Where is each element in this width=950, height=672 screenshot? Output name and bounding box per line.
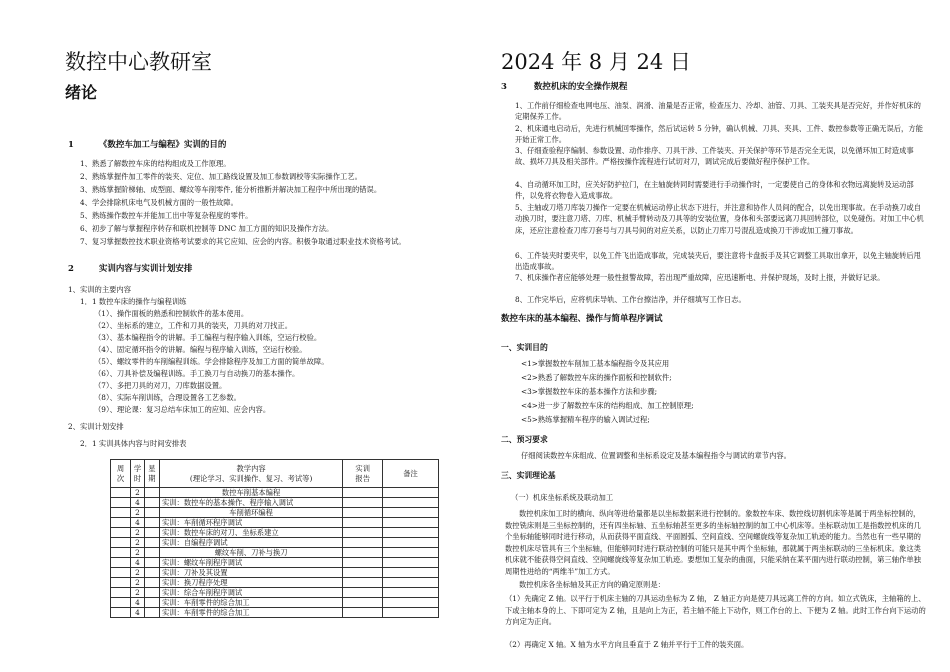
schedule-table [110,459,439,618]
cell-report [343,508,383,518]
safety-rule: 8、工作完毕后，应将机床导轨、工作台擦洁净，并仔细填写工作日志。 [515,295,746,304]
content-item: （7）、多把刀具的对刀，刀库数据设置。 [94,381,227,390]
cell-content: 实训：数控车的基本操作、程序输入调试 [159,498,342,508]
cell-report [343,588,383,598]
cell-note [383,488,439,498]
content-item: （2）、坐标系的建立，工件和刀具的装夹，刀具的对刀找正。 [94,321,293,330]
table-row [111,528,439,538]
purpose-item: 7、复习掌握数控技术职业资格考试要求的其它应知、应会的内容。积极争取通过职业技术资格考试。 [80,237,406,246]
cell-content: 实训：车削零件的综合加工 [159,608,342,618]
content-item: 2、实训计划安排 [68,422,124,431]
table-row [111,558,439,568]
cell-note [383,588,439,598]
content-item: （9）、理论课：复习总结车床加工的应知、应会内容。 [94,405,271,414]
cell-weekday [144,538,159,548]
cell-week [111,488,131,498]
cell-hours: 2 [130,538,144,548]
cell-note [383,518,439,528]
purpose-item: 6、初步了解与掌握程序转存和联机控制等 DNC 加工方面的知识及操作方法。 [80,224,334,233]
cell-report [343,548,383,558]
cell-weekday [144,528,159,538]
cell-content: 实训：自编程序调试 [159,538,342,548]
cell-hours: 4 [130,498,144,508]
table-row [111,508,439,518]
content-item: （4）、固定循环指令的讲解。编程与程序输入训练，空运行校验。 [94,345,307,354]
cell-content: 实训：数控车床的对刀、坐标系建立 [159,528,342,538]
objective-item: <4>进一步了解数控车床的结构组成、加工控制原理; [521,401,694,410]
cell-hours: 2 [130,568,144,578]
cell-week [111,568,131,578]
cell-content: 螺纹车削、刀补与换刀 [159,548,342,558]
cell-weekday [144,488,159,498]
preview-heading: 二、预习要求 [501,435,548,444]
theory-paragraph: 数控机床各坐标轴及其正方向的确定原则是： [519,580,665,589]
header-weekday: 星 期 [144,460,159,488]
content-item: （8）、实际车削训练，合理设置各工艺参数。 [94,393,241,402]
section-1-title: 《数控车加工与编程》实训的目的 [98,140,227,150]
header-report: 实训 报告 [343,460,383,488]
safety-rule: 7、机床操作者应能够处理一般性报警故障，若出现严重故障，应迅速断电、并保护现场，及时上报，并做好记录。 [515,273,885,282]
purpose-item: 2、熟练掌握件加工零件的装夹、定位、加工路线设置及加工参数调校等实际操作工艺。 [80,172,362,181]
cell-report [343,598,383,608]
table-row [111,578,439,588]
table-row [111,568,439,578]
cell-week [111,588,131,598]
cell-hours: 2 [130,488,144,498]
section-3-title: 数控机床的安全操作规程 [533,82,628,92]
header-note: 备注 [383,460,439,488]
safety-rule: 5、主轴或刀塔刀库装刀操作一定要在机械运动停止状态下进行，并注意和协作人员间的配合，以免出现事故。在手动换刀或自动换刀时，要注意刀塔、刀库、机械手臂转动及刀具等的安装位置，身体和头部要远离刀具回转部位，以免碰伤。对加工中心机床，还应注意检查刀库刀套号与刀具号间的对应关系，以防止刀库刀号混乱造成换刀干涉或加工撞刀事故。 [515,203,924,235]
cell-hours: 4 [130,608,144,618]
header-week: 周 次 [111,460,131,488]
purpose-item: 4、学会排除机床电气及机械方面的一般性故障。 [80,198,238,207]
objective-item: <5>熟练掌握精车程序的输入调试过程; [521,415,650,424]
header-hours: 学 时 [130,460,144,488]
cell-content: 实训：综合车削程序调试 [159,588,342,598]
cell-note [383,548,439,558]
table-row [111,588,439,598]
section-2-number: 2 [68,264,74,274]
cell-note [383,508,439,518]
cell-week [111,498,131,508]
cell-week [111,558,131,568]
safety-rule: 2、机床通电启动后，先进行机械回零操作，然后试运转 5 分钟，确认机械、刀具、夹具、工件、数控参数等正确无误后，方能开始正常工作。 [515,124,923,145]
cell-hours: 2 [130,578,144,588]
objective-item: <1>掌握数控车削加工基本编程指令及其应用 [521,359,670,368]
cell-weekday [144,508,159,518]
cell-hours: 2 [130,508,144,518]
content-item: 1．1 数控车床的操作与编程训练 [80,297,187,306]
section-2-title: 实训内容与实训计划安排 [98,264,193,274]
table-row [111,518,439,528]
cell-report [343,578,383,588]
section-1-heading [68,138,226,150]
cell-note [383,528,439,538]
cell-content: 实训：螺纹车削程序调试 [159,558,342,568]
cell-week [111,508,131,518]
cell-week [111,548,131,558]
section-3-number: 3 [501,82,507,92]
cell-note [383,568,439,578]
safety-rule: 6、工件装夹时要夹牢，以免工件飞出造成事故，完成装夹后，要注意将卡盘扳手及其它调整工具取出拿开，以免主轴旋转后甩出造成事故。 [515,251,921,272]
table-row [111,608,439,618]
purpose-item: 3、熟练掌握阶梯轴、成型面、螺纹等车削零件, 能分析推断并解决加工程序中所出现的错误。 [80,185,382,194]
cell-report [343,538,383,548]
department-title: 数控中心教研室 [65,50,212,74]
cell-weekday [144,598,159,608]
table-row [111,538,439,548]
cell-note [383,498,439,508]
cell-week [111,578,131,588]
objective-heading: 一、实训目的 [501,343,548,352]
cell-note [383,558,439,568]
cell-week [111,598,131,608]
right-column [475,0,950,672]
content-item: （3）、基本编程指令的讲解。手工编程与程序输入训练，空运行校验。 [94,333,322,342]
cell-weekday [144,568,159,578]
cell-hours: 4 [130,598,144,608]
cell-weekday [144,548,159,558]
preview-text: 仔细阅读数控车床组成、位置调整和坐标系设定及基本编程指令与调试的章节内容。 [521,451,791,460]
theory-paragraph: 数控机床加工时的横向、纵向等进给量都是以坐标数据来进行控制的。象数控车床、数控线切割机床等是属于两坐标控制的，数控铣床则是三坐标控制的，还有四坐标轴、五坐标轴甚至更多的坐标轴控制的加工中心机床等。坐标联动加工是指数控机床的几个坐标轴能够同时进行移动，从而获得平面直线、平面圆弧、空间直线、空间螺旋线等复杂加工轨迹的能力。当然也有一些早期的数控机床尽管具有三个坐标轴，但能够同时进行联动控制的可能只是其中两个坐标轴，那就属于两坐标联动的三坐标机床。象这类机床就不能获得空间直线、空间螺旋线等复杂加工轨迹。要想加工复杂的曲面，只能采纳在某平面内进行联动控制，第三轴作单独周期性进给的“两维半”加工方式。 [505,509,921,576]
safety-rule: 1、工作前仔细检查电网电压、油泵、润滑、油量是否正常，检查压力、冷却、油管、刀具、工装夹具是否完好，并作好机床的定期保养工作。 [515,101,921,122]
cell-content: 实训：刀补及其设置 [159,568,342,578]
theory-paragraph: （1）先确定 Z 轴。以平行于机床主轴的刀具运动坐标为 Z 轴， Z 轴正方向是使刀具远离工件的方向。如立式铣床，主轴箱的上、下或主轴本身的上、下即可定为 Z 轴，且是向上为正，若主轴不能上下动作，则工作台的上、下便为 Z 轴。此时工作台向下运动的方向定为正向。 [505,594,926,627]
cell-hours: 2 [130,588,144,598]
cell-note [383,538,439,548]
cell-week [111,608,131,618]
cell-hours: 4 [130,558,144,568]
cell-weekday [144,608,159,618]
cell-content: 实训：换刀程序处理 [159,578,342,588]
header-content: 教学内容 (理论学习、实训操作、复习、考试等) [159,460,342,488]
cell-weekday [144,518,159,528]
cell-hours: 2 [130,548,144,558]
cell-content: 数控车削基本编程 [159,488,342,498]
theory-paragraph: （2）再确定 X 轴。X 轴为水平方向且垂直于 Z 轴并平行于工件的装夹面。 [505,640,749,649]
content-item: （6）、刀具补偿及编程训练。手工换刀与自动换刀的基本操作。 [94,369,300,378]
theory-subheading: （一）机床坐标系统及联动加工 [511,493,614,502]
cell-weekday [144,588,159,598]
table-row [111,548,439,558]
table-row [111,598,439,608]
cell-note [383,608,439,618]
cell-content: 车削循环编程 [159,508,342,518]
section-3-heading [501,80,627,92]
cell-weekday [144,578,159,588]
intro-heading: 绪论 [65,83,98,102]
cell-note [383,598,439,608]
section-2-heading [68,262,192,274]
cell-weekday [144,498,159,508]
cell-report [343,528,383,538]
safety-rule: 4、自动循环加工时，应关好防护拉门，在主轴旋转同时需要进行手动操作时，一定要使自己的身体和衣物远离旋转及运动部件，以免将衣物卷入造成事故。 [515,180,914,201]
cell-report [343,558,383,568]
content-item: 2．1 实训具体内容与时间安排表 [80,439,187,448]
cell-report [343,518,383,528]
cell-report [343,488,383,498]
cell-note [383,578,439,588]
content-item: （1）、操作面板的熟悉和控制软件的基本使用。 [94,309,249,318]
cell-report [343,568,383,578]
objective-item: <2>熟悉了解数控车床的操作面板和控制软件; [521,373,672,382]
cell-report [343,608,383,618]
cell-report [343,498,383,508]
table-row [111,498,439,508]
cell-week [111,518,131,528]
cell-week [111,538,131,548]
date-title: 2024 年 8 月 24 日 [501,50,691,74]
purpose-item: 1、熟悉了解数控车床的结构组成及工作原理。 [80,159,231,168]
purpose-item: 5、熟练操作数控车并能加工出中等复杂程度的零件。 [80,211,253,220]
table-header-row [111,460,439,488]
theory-heading: 三、实训理论基 [501,471,556,480]
table-row [111,488,439,498]
content-item: （5）、螺纹零件的车削编程训练。学会排除程序及加工方面的简单故障。 [94,357,329,366]
cell-week [111,528,131,538]
cell-content: 实训：车削零件的综合加工 [159,598,342,608]
cell-content: 实训：车削循环程序调试 [159,518,342,528]
cell-hours: 2 [130,528,144,538]
section-1-number: 1 [68,140,74,150]
content-item: 1、实训的主要内容 [68,285,132,294]
safety-rule: 3、仔细查验程序编制、参数设置、动作排序、刀具干涉、工件装夹、开关保护等环节是否完全无误，以免循环加工时造成事故、损坏刀具及相关部件。严格按操作流程进行试切对刀，调试完成后要做好程序保护工作。 [515,146,914,167]
table-body [111,488,439,618]
section-4-title: 数控车床的基本编程、操作与简单程序调试 [501,314,663,324]
objective-item: <3>掌握数控车床的基本操作方法和步骤; [521,387,658,396]
cell-hours: 4 [130,518,144,528]
cell-weekday [144,558,159,568]
